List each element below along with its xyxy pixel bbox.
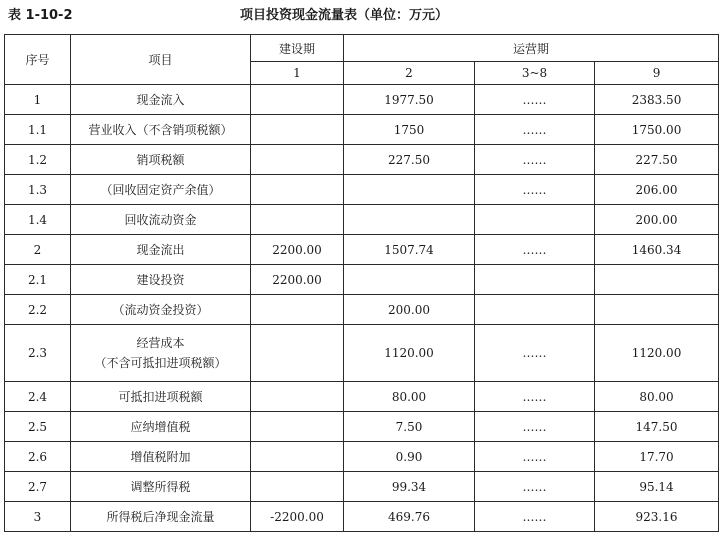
- cell-year-9: 923.16: [595, 502, 719, 532]
- row-seq: 2.7: [5, 472, 71, 502]
- table-row: [5, 442, 719, 472]
- cell-year-2: 200.00: [344, 295, 475, 325]
- cell-year-2: 1977.50: [344, 85, 475, 115]
- cell-year-3-8: ……: [475, 412, 595, 442]
- cell-year-2: 227.50: [344, 145, 475, 175]
- row-seq: 1.2: [5, 145, 71, 175]
- cell-year-2: 0.90: [344, 442, 475, 472]
- table-row: [5, 265, 719, 295]
- row-seq: 1.4: [5, 205, 71, 235]
- table-row: [5, 235, 719, 265]
- table-number: 表 1-10-2: [8, 8, 73, 23]
- cell-year-3-8: [475, 205, 595, 235]
- cell-year-3-8: [475, 295, 595, 325]
- row-item: [71, 325, 251, 382]
- row-item: 销项税额: [71, 145, 251, 175]
- table-row: [5, 145, 719, 175]
- cell-year-9: 147.50: [595, 412, 719, 442]
- row-item: 应纳增值税: [71, 412, 251, 442]
- header-year-1: 1: [251, 62, 344, 85]
- row-seq: 1: [5, 85, 71, 115]
- row-seq: 1.3: [5, 175, 71, 205]
- cell-year-9: [595, 295, 719, 325]
- row-seq: 2.4: [5, 382, 71, 412]
- row-seq: 1.1: [5, 115, 71, 145]
- cell-year-3-8: ……: [475, 235, 595, 265]
- cell-year-3-8: [475, 265, 595, 295]
- table-row: [5, 472, 719, 502]
- cell-year-1: [251, 325, 344, 382]
- cell-year-9: 1120.00: [595, 325, 719, 382]
- cell-year-2: [344, 205, 475, 235]
- header-row-1: [5, 35, 719, 62]
- header-year-2: 2: [344, 62, 475, 85]
- row-seq: 2.2: [5, 295, 71, 325]
- cell-year-1: [251, 472, 344, 502]
- table-row: [5, 205, 719, 235]
- table-row: [5, 382, 719, 412]
- header-construction-period: 建设期: [251, 35, 344, 62]
- table-title: 项目投资现金流量表（单位：万元）: [240, 8, 449, 23]
- header-operation-period: 运营期: [344, 35, 719, 62]
- cell-year-2: 469.76: [344, 502, 475, 532]
- header-year-9: 9: [595, 62, 719, 85]
- row-seq: 2.5: [5, 412, 71, 442]
- cell-year-2: 7.50: [344, 412, 475, 442]
- row-seq: 3: [5, 502, 71, 532]
- row-item: 增值税附加: [71, 442, 251, 472]
- row-item: 可抵扣进项税额: [71, 382, 251, 412]
- cell-year-3-8: ……: [475, 145, 595, 175]
- row-item: 回收流动资金: [71, 205, 251, 235]
- table-row: [5, 295, 719, 325]
- cell-year-3-8: ……: [475, 442, 595, 472]
- row-seq: 2: [5, 235, 71, 265]
- table-row: [5, 175, 719, 205]
- cell-year-3-8: ……: [475, 115, 595, 145]
- cell-year-1: [251, 442, 344, 472]
- cell-year-9: 1750.00: [595, 115, 719, 145]
- row-seq: 2.6: [5, 442, 71, 472]
- row-item: 调整所得税: [71, 472, 251, 502]
- cell-year-1: [251, 145, 344, 175]
- cell-year-2: 80.00: [344, 382, 475, 412]
- cell-year-1: [251, 412, 344, 442]
- cell-year-2: [344, 175, 475, 205]
- header-item: 项目: [71, 35, 251, 85]
- table-row: [5, 412, 719, 442]
- cell-year-9: 80.00: [595, 382, 719, 412]
- cell-year-9: 1460.34: [595, 235, 719, 265]
- cell-year-9: 17.70: [595, 442, 719, 472]
- header-seq: 序号: [5, 35, 71, 85]
- table-row: [5, 502, 719, 532]
- header-year-3-8: 3~8: [475, 62, 595, 85]
- table-row: [5, 115, 719, 145]
- row-seq: 2.1: [5, 265, 71, 295]
- row-item: （流动资金投资）: [71, 295, 251, 325]
- cell-year-3-8: ……: [475, 325, 595, 382]
- cell-year-3-8: ……: [475, 175, 595, 205]
- cell-year-1: [251, 85, 344, 115]
- cell-year-2: 1120.00: [344, 325, 475, 382]
- cell-year-1: [251, 382, 344, 412]
- cell-year-2: 1507.74: [344, 235, 475, 265]
- cell-year-3-8: ……: [475, 472, 595, 502]
- cell-year-1: 2200.00: [251, 265, 344, 295]
- row-item-line-1: 经营成本: [136, 336, 185, 350]
- table-row: [5, 85, 719, 115]
- row-item: 建设投资: [71, 265, 251, 295]
- row-item: 现金流入: [71, 85, 251, 115]
- cell-year-1: [251, 115, 344, 145]
- row-item: 现金流出: [71, 235, 251, 265]
- table-row: [5, 325, 719, 382]
- cell-year-9: 2383.50: [595, 85, 719, 115]
- row-item: （回收固定资产余值）: [71, 175, 251, 205]
- row-item-line-2: （不含可抵扣进项税额）: [94, 356, 227, 370]
- cash-flow-table: [4, 34, 719, 532]
- cell-year-3-8: ……: [475, 382, 595, 412]
- cell-year-2: 1750: [344, 115, 475, 145]
- cell-year-1: [251, 205, 344, 235]
- row-seq: 2.3: [5, 325, 71, 382]
- row-item: 营业收入（不含销项税额）: [71, 115, 251, 145]
- cell-year-3-8: ……: [475, 502, 595, 532]
- cell-year-9: 206.00: [595, 175, 719, 205]
- cell-year-1: [251, 175, 344, 205]
- cell-year-1: -2200.00: [251, 502, 344, 532]
- cell-year-9: 227.50: [595, 145, 719, 175]
- cell-year-2: [344, 265, 475, 295]
- cell-year-9: 200.00: [595, 205, 719, 235]
- cell-year-1: 2200.00: [251, 235, 344, 265]
- cell-year-9: [595, 265, 719, 295]
- cell-year-1: [251, 295, 344, 325]
- cell-year-9: 95.14: [595, 472, 719, 502]
- cell-year-2: 99.34: [344, 472, 475, 502]
- cell-year-3-8: ……: [475, 85, 595, 115]
- row-item: 所得税后净现金流量: [71, 502, 251, 532]
